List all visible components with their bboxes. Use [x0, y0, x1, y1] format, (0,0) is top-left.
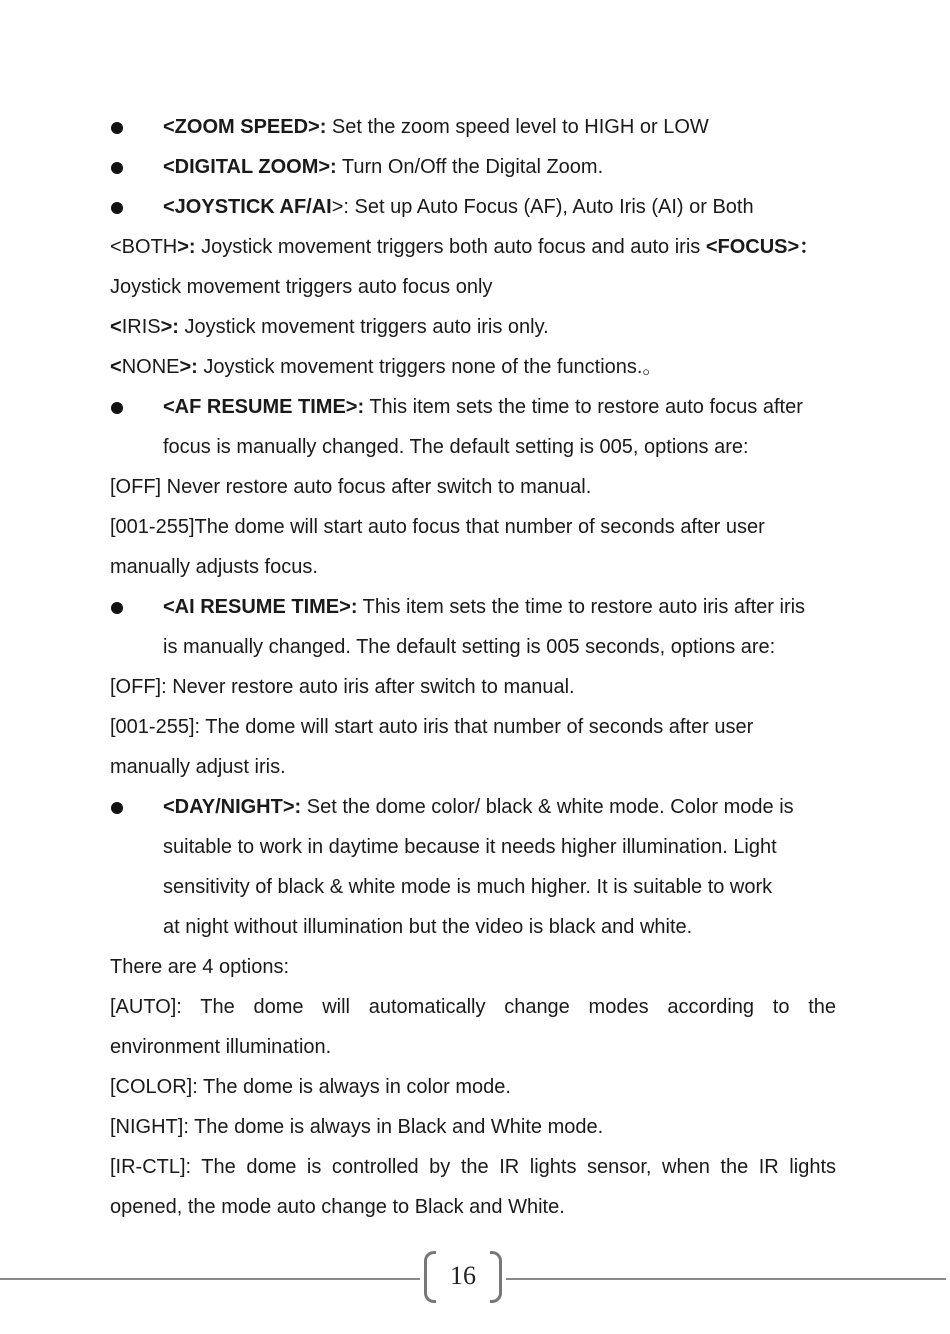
term: <AI RESUME TIME>:	[163, 596, 358, 618]
option-open: <BOTH	[110, 236, 178, 258]
af-off-option: [OFF] Never restore auto focus after switch to manual.	[110, 476, 592, 498]
ai-resume-item	[163, 587, 836, 627]
ai-range-cont: manually adjust iris.	[110, 756, 286, 778]
irctl-option: [IR-CTL]: The dome is controlled by the IR lights sensor, when the IR lights	[110, 1156, 836, 1178]
footer-rule-left	[0, 1278, 420, 1280]
page-number: 16	[450, 1261, 476, 1290]
zoom-speed-item	[163, 107, 836, 147]
none-option	[110, 347, 836, 387]
iris-option	[110, 307, 836, 347]
bullet-icon	[111, 202, 123, 214]
ai-off-option: [OFF]: Never restore auto iris after switch to manual.	[110, 676, 575, 698]
page-number-bracket-right	[490, 1251, 502, 1303]
af-resume-cont: focus is manually changed. The default setting is 005, options are:	[163, 436, 749, 458]
bullet-icon	[111, 162, 123, 174]
day-night-cont: suitable to work in daytime because it needs higher illumination. Light	[163, 836, 777, 858]
auto-option: [AUTO]: The dome will automatically change modes according to the	[110, 996, 836, 1018]
option-text: Joystick movement triggers auto iris only.	[178, 316, 549, 338]
description: Set the dome color/ black & white mode. Color mode is	[301, 796, 794, 818]
option-text: Joystick movement triggers both auto focus and auto iris	[195, 236, 706, 258]
auto-option-cont: environment illumination.	[110, 1036, 332, 1058]
description: >: Set up Auto Focus (AF), Auto Iris (AI) or Both	[331, 196, 754, 218]
focus-term: <FOCUS>	[705, 236, 800, 258]
bullet-icon	[111, 602, 123, 614]
af-range-cont: manually adjusts focus.	[110, 556, 318, 578]
option-name: NONE	[121, 356, 180, 378]
option-open: <	[110, 316, 122, 338]
both-option	[110, 227, 836, 267]
day-night-cont: at night without illumination but the video is black and white.	[163, 916, 693, 938]
digital-zoom-item	[163, 147, 836, 187]
options-intro: There are 4 options:	[110, 956, 289, 978]
ai-range-option: [001-255]: The dome will start auto iris that number of seconds after user	[110, 716, 754, 738]
option-name: IRIS	[121, 316, 161, 338]
description: This item sets the time to restore auto iris after iris	[357, 596, 806, 618]
bullet-icon	[111, 802, 123, 814]
bullet-icon	[111, 122, 123, 134]
option-open: <	[110, 356, 122, 378]
focus-option-text: Joystick movement triggers auto focus only	[110, 276, 493, 298]
description: This item sets the time to restore auto focus after	[364, 396, 803, 418]
af-resume-item	[163, 387, 836, 427]
color-option: [COLOR]: The dome is always in color mode.	[110, 1076, 511, 1098]
term: <ZOOM SPEED>:	[163, 116, 327, 138]
option-close: >:	[160, 316, 179, 338]
page-number-bracket-left	[424, 1251, 436, 1303]
option-close: >:	[177, 236, 196, 258]
term: <DIGITAL ZOOM>:	[163, 156, 337, 178]
option-text: Joystick movement triggers none of the functions.。	[197, 356, 663, 378]
night-option: [NIGHT]: The dome is always in Black and White mode.	[110, 1116, 604, 1138]
ai-resume-cont: is manually changed. The default setting is 005 seconds, options are:	[163, 636, 776, 658]
bullet-icon	[111, 402, 123, 414]
description: Turn On/Off the Digital Zoom.	[336, 156, 604, 178]
irctl-option-cont: opened, the mode auto change to Black and White.	[110, 1196, 565, 1218]
description: Set the zoom speed level to HIGH or LOW	[326, 116, 709, 138]
day-night-item	[163, 787, 836, 827]
af-range-option: [001-255]The dome will start auto focus that number of seconds after user	[110, 516, 765, 538]
joystick-item	[163, 187, 836, 227]
footer-rule-right	[506, 1278, 946, 1280]
option-close: >:	[179, 356, 198, 378]
term: <JOYSTICK AF/AI	[163, 196, 332, 218]
term: <AF RESUME TIME>:	[163, 396, 365, 418]
day-night-cont: sensitivity of black & white mode is much higher. It is suitable to work	[163, 876, 773, 898]
focus-colon: ：	[799, 236, 820, 258]
term: <DAY/NIGHT>:	[163, 796, 302, 818]
